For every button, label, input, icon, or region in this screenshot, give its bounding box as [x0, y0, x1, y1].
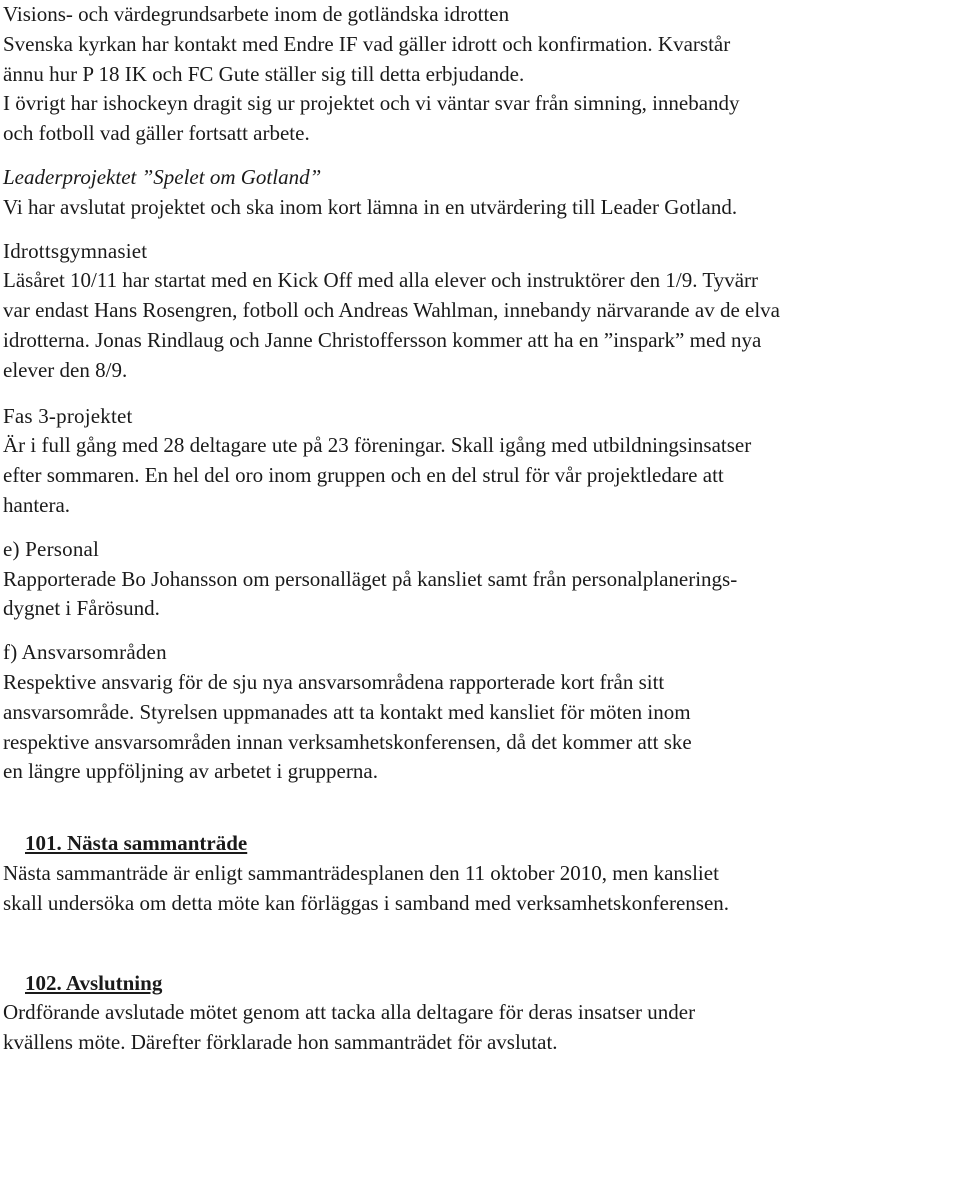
- paragraph-line: Vi har avslutat projektet och ska inom kort lämna in en utvärdering till Leader Gotland.: [3, 194, 738, 219]
- personal-title: e) Personal: [3, 536, 100, 561]
- section-102: [3, 969, 958, 1058]
- spacer: [3, 386, 958, 402]
- paragraph-line: Svenska kyrkan har kontakt med Endre IF vad gäller idrott och konfirmation. Kvarstår: [3, 31, 731, 56]
- paragraph-line: efter sommaren. En hel del oro inom gruppen och en del strul för vår projektledare att: [3, 463, 724, 488]
- paragraph-line: ännu hur P 18 IK och FC Gute ställer sig till detta erbjudande.: [3, 61, 525, 86]
- paragraph-line: skall undersöka om detta möte kan förläggas i samband med verksamhetskonferensen.: [3, 890, 730, 915]
- paragraph-line: idrotterna. Jonas Rindlaug och Janne Christoffersson kommer att ha en ”inspark” med nya: [3, 327, 762, 352]
- intro-block: [3, 0, 958, 149]
- paragraph-line: Rapporterade Bo Johansson om personalläget på kansliet samt från personalplanerings-: [3, 566, 738, 591]
- idrottsgymnasiet-title: Idrottsgymnasiet: [3, 238, 148, 263]
- section-102-heading: 102. Avslutning: [25, 970, 163, 995]
- personal-section: [3, 535, 958, 624]
- paragraph-line: ansvarsområde. Styrelsen uppmanades att ta kontakt med kansliet för möten inom: [3, 699, 691, 724]
- paragraph-line: Nästa sammanträde är enligt sammanträdesplanen den 11 oktober 2010, men kansliet: [3, 860, 719, 885]
- paragraph-line: Respektive ansvarig för de sju nya ansvarsområdena rapporterade kort från sitt: [3, 669, 665, 694]
- section-101-heading: 101. Nästa sammanträde: [25, 831, 248, 856]
- idrottsgymnasiet-section: [3, 237, 958, 386]
- paragraph-line: elever den 8/9.: [3, 357, 128, 382]
- paragraph-line: I övrigt har ishockeyn dragit sig ur projektet och vi väntar svar från simning, innebandy: [3, 91, 740, 116]
- paragraph-line: en längre uppföljning av arbetet i grupperna.: [3, 759, 378, 784]
- paragraph-line: kvällens möte. Därefter förklarade hon sammanträdet för avslutat.: [3, 1030, 558, 1055]
- paragraph-line: dygnet i Fårösund.: [3, 596, 160, 621]
- paragraph-line: Är i full gång med 28 deltagare ute på 23 föreningar. Skall igång med utbildningsinsatser: [3, 433, 752, 458]
- document-page: [3, 0, 958, 1058]
- visions-heading: Visions- och värdegrundsarbete inom de gotländska idrotten: [3, 2, 510, 26]
- leader-title: Leaderprojektet ”Spelet om Gotland”: [3, 164, 322, 189]
- paragraph-line: hantera.: [3, 492, 71, 517]
- spacer: [3, 149, 958, 163]
- section-101: [3, 829, 958, 918]
- paragraph-line: Läsåret 10/11 har startat med en Kick Off med alla elever och instruktörer den 1/9. Tyvärr: [3, 268, 759, 293]
- ansvar-section: [3, 638, 958, 787]
- paragraph-line: och fotboll vad gäller fortsatt arbete.: [3, 121, 310, 146]
- fas3-section: [3, 402, 958, 521]
- fas3-title: Fas 3-projektet: [3, 403, 133, 428]
- paragraph-line: var endast Hans Rosengren, fotboll och Andreas Wahlman, innebandy närvarande av de elva: [3, 298, 780, 323]
- ansvar-title: f) Ansvarsområden: [3, 640, 167, 665]
- paragraph-line: respektive ansvarsområden innan verksamhetskonferensen, då det kommer att ske: [3, 729, 692, 754]
- leader-section: [3, 163, 958, 223]
- spacer: [3, 624, 958, 638]
- spacer: [3, 919, 958, 969]
- paragraph-line: Ordförande avslutade mötet genom att tacka alla deltagare för deras insatser under: [3, 1000, 696, 1025]
- spacer: [3, 787, 958, 829]
- spacer: [3, 223, 958, 237]
- spacer: [3, 521, 958, 535]
